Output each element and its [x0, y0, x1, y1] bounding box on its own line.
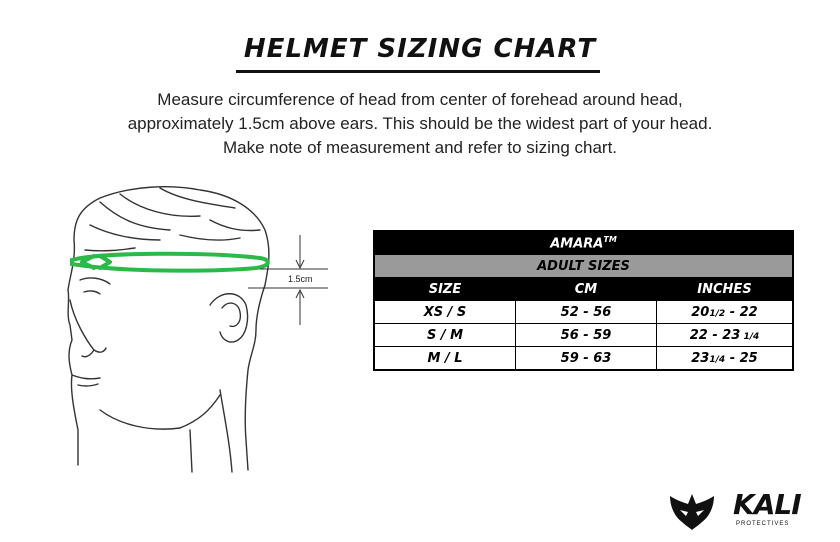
size-cell: S / M: [374, 324, 516, 347]
head-measurement-illustration: [60, 180, 350, 480]
column-header-cm: CM: [516, 278, 657, 301]
cm-cell: 52 - 56: [516, 301, 657, 324]
brand-tagline: PROTECTIVES: [736, 521, 790, 527]
table-row: [374, 324, 793, 347]
cm-cell: 56 - 59: [516, 324, 657, 347]
ear: [210, 294, 248, 342]
page-title: HELMET SIZING CHART: [243, 34, 597, 64]
inches-cell: 22 - 23 1/4: [657, 324, 794, 347]
column-header-inches: INCHES: [657, 278, 794, 301]
title-underline: [236, 70, 600, 73]
size-cell: M / L: [374, 347, 516, 371]
size-cell: XS / S: [374, 301, 516, 324]
inches-cell: 231/4 - 25: [657, 347, 794, 371]
measurement-label: 1.5cm: [288, 274, 313, 284]
column-header-size: SIZE: [374, 278, 516, 301]
sizing-table: [373, 230, 794, 371]
brand-name: KALI: [733, 488, 801, 521]
table-row: [374, 301, 793, 324]
table-row: [374, 347, 793, 371]
instructions-text: Measure circumference of head from center of forehead around head, approximately 1.5cm above ears. This should be the widest part of your head. Make note of measurement and refer to sizing chart.: [127, 90, 713, 157]
adult-sizes-header: ADULT SIZES: [374, 255, 793, 278]
cm-cell: 59 - 63: [516, 347, 657, 371]
model-header: AMARA™: [374, 231, 793, 255]
inches-cell: 201/2 - 22: [657, 301, 794, 324]
measuring-band: [72, 254, 268, 271]
